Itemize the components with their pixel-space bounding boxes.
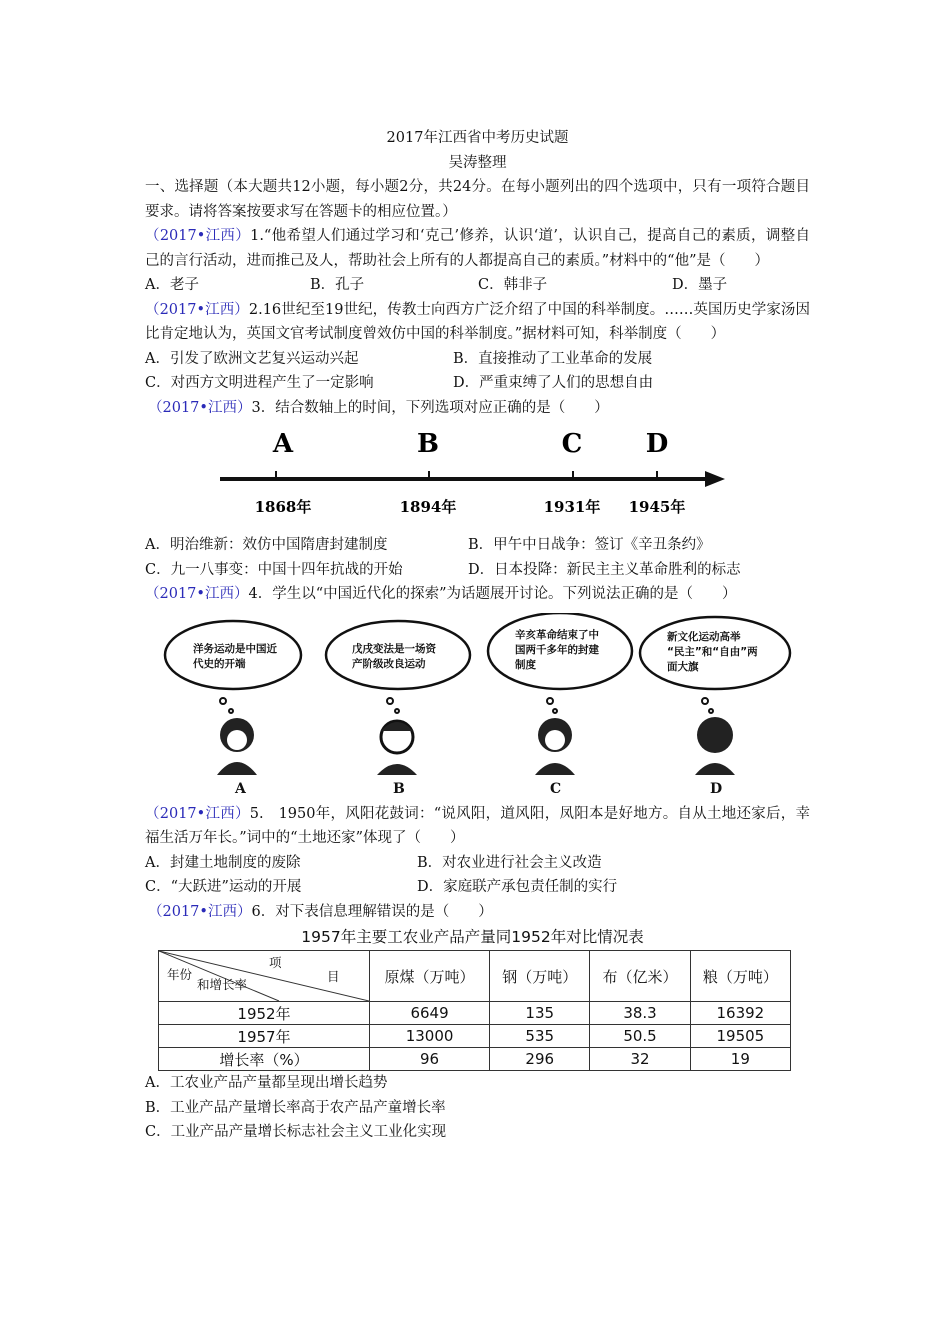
- speech-d-line3: 面大旗: [667, 660, 699, 673]
- student-c-label: C: [550, 780, 562, 797]
- option-a: A．封建土地制度的废除: [145, 854, 301, 871]
- question-2-options-row2: [145, 371, 810, 396]
- speech-bubble-a: [165, 621, 301, 689]
- student-a-label: A: [235, 780, 246, 797]
- option-a: A．引发了欧洲文艺复兴运动兴起: [145, 350, 359, 367]
- speech-a-line1: 洋务运动是中国近: [193, 642, 277, 655]
- timeline-svg: [145, 424, 810, 529]
- row-label: 1952年: [159, 1002, 370, 1025]
- question-source: （2017•江西）: [145, 805, 250, 822]
- question-text: 6．对下表信息理解错误的是（ ）: [251, 903, 493, 920]
- speech-b-line1: 戊戌变法是一场资: [352, 642, 436, 655]
- table-cell: 50.5: [590, 1025, 690, 1048]
- timeline-letter-a: A: [272, 429, 294, 459]
- timeline-letter-b: B: [417, 429, 439, 459]
- table-cell: 13000: [370, 1025, 490, 1048]
- student-c-body: [535, 763, 575, 775]
- question-source: （2017•江西）: [145, 301, 249, 318]
- option-a: A．老子: [145, 277, 199, 293]
- question-2-options-row1: [145, 347, 810, 372]
- speech-c-line1: 辛亥革命结束了中: [515, 628, 599, 641]
- option-b: B．直接推动了工业革命的发展: [453, 350, 653, 367]
- speech-d-line2: “民主”和“自由”两: [667, 645, 758, 658]
- table-cell: 19: [690, 1048, 790, 1071]
- table-row: [159, 1002, 791, 1025]
- corner-label-bottom: 和增长率: [197, 977, 248, 992]
- student-d-body: [695, 763, 735, 775]
- question-text: 1.“他希望人们通过学习和‘克己’修养，认识‘道’，认识自己，提高自己的素质，调整自己的言行活动，进而推己及人，帮助社会上所有的人都提高自己的素质。”材料中的“他”是（ ）: [145, 228, 810, 269]
- table-cell: 296: [490, 1048, 590, 1071]
- speech-b-line2: 产阶级改良运动: [352, 657, 426, 670]
- student-d-head: [697, 717, 733, 753]
- option-d: D．日本投降：新民主主义革命胜利的标志: [468, 561, 741, 578]
- option-c: C．工业产品产量增长标志社会主义工业化实现: [145, 1124, 447, 1140]
- speech-a-line2: 代史的开端: [193, 657, 246, 670]
- speech-c-line3: 制度: [515, 658, 536, 671]
- table-corner-cell: [159, 951, 370, 1002]
- corner-label-left: 年份: [167, 967, 193, 982]
- question-3-options-row2: [145, 558, 810, 583]
- question-4: [145, 582, 810, 607]
- question-source: （2017•江西）: [148, 399, 252, 416]
- table-cell: 19505: [690, 1025, 790, 1048]
- option-a: A．明治维新：效仿中国隋唐封建制度: [145, 537, 388, 553]
- option-c: C．九一八事变：中国十四年抗战的开始: [145, 561, 403, 578]
- author-line: 吴涛整理: [448, 154, 507, 171]
- student-d-label: D: [710, 780, 723, 797]
- question-3: [145, 396, 810, 421]
- option-c: C．“大跃进”运动的开展: [145, 879, 302, 895]
- question-source: （2017•江西）: [145, 228, 251, 244]
- exam-title: 2017年江西省中考历史试题: [386, 130, 569, 146]
- cartoon-svg: [145, 613, 810, 798]
- row-label: 增长率（%）: [159, 1048, 370, 1071]
- header-cloth: 布（亿米）: [590, 951, 690, 1002]
- table-row: [159, 1025, 791, 1048]
- table-row: [159, 1048, 791, 1071]
- option-b: B．对农业进行社会主义改造: [417, 854, 602, 871]
- table-cell: 135: [490, 1002, 590, 1025]
- question-1: [145, 224, 810, 273]
- exam-page: [145, 126, 810, 1145]
- student-a-body: [217, 762, 257, 775]
- timeline-letter-c: C: [561, 429, 583, 459]
- header-steel: 钢（万吨）: [490, 951, 590, 1002]
- question-5-options-row1: [145, 851, 810, 876]
- question-text: 2.16世纪至19世纪，传教士向西方广泛介绍了中国的科举制度。……英国历史学家汤因比肯定地认为，英国文官考试制度曾效仿中国的科举制度。”据材料可知，科举制度（ ）: [145, 301, 810, 342]
- corner-label-top: 项: [269, 955, 282, 970]
- question-3-options-row1: [145, 533, 810, 558]
- header-grain: 粮（万吨）: [690, 951, 790, 1002]
- question-source: （2017•江西）: [145, 586, 249, 602]
- timeline-year-d: 1945年: [628, 498, 686, 516]
- option-d: D．墨子: [672, 277, 728, 293]
- question-2: [145, 298, 810, 347]
- question-1-options: [145, 273, 810, 298]
- option-c: C．韩非子: [478, 277, 548, 293]
- table-cell: 535: [490, 1025, 590, 1048]
- question-text: 3．结合数轴上的时间，下列选项对应正确的是（ ）: [251, 399, 609, 416]
- table-header-row: [159, 951, 791, 1002]
- speech-bubble-b: [326, 621, 470, 689]
- student-d: [640, 617, 790, 797]
- option-d: D．家庭联产承包责任制的实行: [417, 879, 618, 895]
- timeline-figure: [145, 424, 810, 529]
- production-table: [158, 950, 791, 1071]
- question-source: （2017•江西）: [148, 903, 252, 920]
- student-b-body: [377, 764, 417, 775]
- header-coal: 原煤（万吨）: [370, 951, 490, 1002]
- table-cell: 16392: [690, 1002, 790, 1025]
- student-b-label: B: [393, 780, 405, 797]
- option-c: C．对西方文明进程产生了一定影响: [145, 375, 374, 391]
- timeline-year-a: 1868年: [254, 498, 312, 516]
- table-cell: 38.3: [590, 1002, 690, 1025]
- cartoon-figure: [145, 613, 810, 798]
- question-6: [145, 900, 810, 925]
- timeline-letter-d: D: [645, 429, 669, 459]
- timeline-year-c: 1931年: [543, 498, 601, 516]
- option-d: D．严重束缚了人们的思想自由: [453, 375, 654, 391]
- question-text: 4．学生以“中国近代化的探索”为话题展开讨论。下列说法正确的是（ ）: [248, 586, 737, 602]
- question-text: 5. 1950年，风阳花鼓词：“说风阳，道风阳，凤阳本是好地方。自从土地还家后，幸福生活万年长。”词中的“土地还家”体现了（ ）: [145, 805, 810, 846]
- speech-c-line2: 国两千多年的封建: [515, 643, 599, 656]
- student-a: [165, 621, 301, 797]
- speech-d-line1: 新文化运动高举: [667, 630, 741, 643]
- option-b: B．工业产品产量增长率高于农产品产童增长率: [145, 1099, 446, 1116]
- table-cell: 6649: [370, 1002, 490, 1025]
- student-b: [326, 621, 470, 797]
- row-label: 1957年: [159, 1025, 370, 1048]
- student-c: [488, 613, 632, 797]
- table-title: 1957年主要工农业产品产量同1952年对比情况表: [301, 928, 644, 946]
- table-cell: 96: [370, 1048, 490, 1071]
- table-cell: 32: [590, 1048, 690, 1071]
- section-instructions: 一、选择题（本大题共12小题，每小题2分，共24分。在每小题列出的四个选项中，只有一项符合题目要求。请将答案按要求写在答题卡的相应位置。）: [145, 179, 810, 220]
- timeline-year-b: 1894年: [399, 498, 457, 516]
- corner-label-right: 目: [327, 969, 340, 984]
- question-5-options-row2: [145, 875, 810, 900]
- option-a: A．工农业产品产量都呈现出增长趋势: [145, 1075, 388, 1091]
- timeline-arrow: [705, 471, 725, 487]
- question-5: [145, 802, 810, 851]
- option-b: B．甲午中日战争：签订《辛丑条约》: [468, 537, 711, 553]
- option-b: B．孔子: [310, 277, 365, 293]
